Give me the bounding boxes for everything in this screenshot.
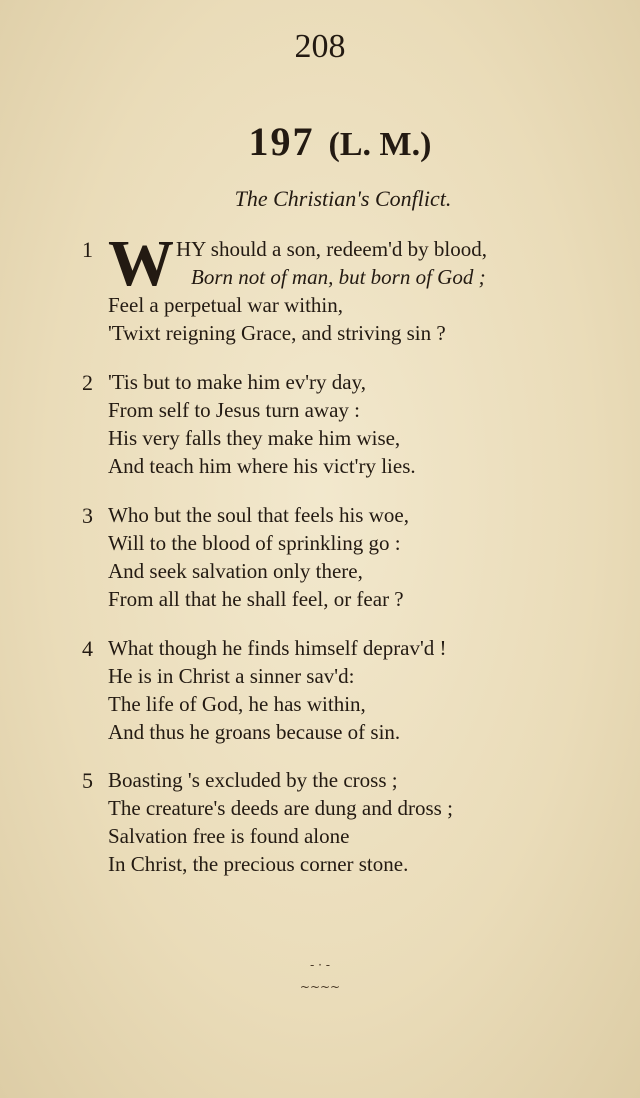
stanza-number: 4 <box>82 636 93 661</box>
stanza-number: 1 <box>82 237 93 262</box>
stanza-number: 5 <box>82 768 93 793</box>
stanza-line: His very falls they make him wise, <box>108 426 401 450</box>
stanza-line: And thus he groans because of sin. <box>108 720 401 744</box>
hymn-meter: (L. M.) <box>328 126 432 163</box>
page-number: 208 <box>294 28 346 65</box>
stanza-line: 'Twixt reigning Grace, and striving sin ? <box>108 321 446 345</box>
stanza-line: From self to Jesus turn away : <box>108 398 360 422</box>
stanza-line: He is in Christ a sinner sav'd: <box>108 664 355 688</box>
stanza-line: And teach him where his vict'ry lies. <box>108 454 416 478</box>
hymn-number: 197 <box>248 119 315 164</box>
stanza-line: Will to the blood of sprinkling go : <box>108 531 401 555</box>
stanza-line: Feel a perpetual war within, <box>108 293 343 317</box>
stanza-line: In Christ, the precious corner stone. <box>108 852 409 876</box>
stanza-line: Boasting 's excluded by the cross ; <box>108 768 398 792</box>
stanza-line: The life of God, he has within, <box>108 692 366 716</box>
stanza-line: What though he finds himself deprav'd ! <box>108 636 447 660</box>
stanza-line: Salvation free is found alone <box>108 824 350 848</box>
stanza-number: 3 <box>82 503 93 528</box>
hymn-title <box>0 118 640 165</box>
stanza-line: 'Tis but to make him ev'ry day, <box>108 370 366 394</box>
stanza-line: The creature's deeds are dung and dross ; <box>108 796 453 820</box>
stanza-line: And seek salvation only there, <box>108 559 363 583</box>
drop-cap: W <box>108 227 174 300</box>
stanza-line: From all that he shall feel, or fear ? <box>108 587 404 611</box>
stanza-line: HY should a son, redeem'd by blood, <box>176 237 487 261</box>
stanza-number: 2 <box>82 370 93 395</box>
stanza-line: Born not of man, but born of God ; <box>191 265 486 289</box>
ornament-flourish: ~~~~ <box>299 980 341 994</box>
stanza-line: Who but the soul that feels his woe, <box>108 503 409 527</box>
hymn-subtitle: The Christian's Conflict. <box>234 186 452 211</box>
ornament-dots: - · - <box>309 958 331 972</box>
